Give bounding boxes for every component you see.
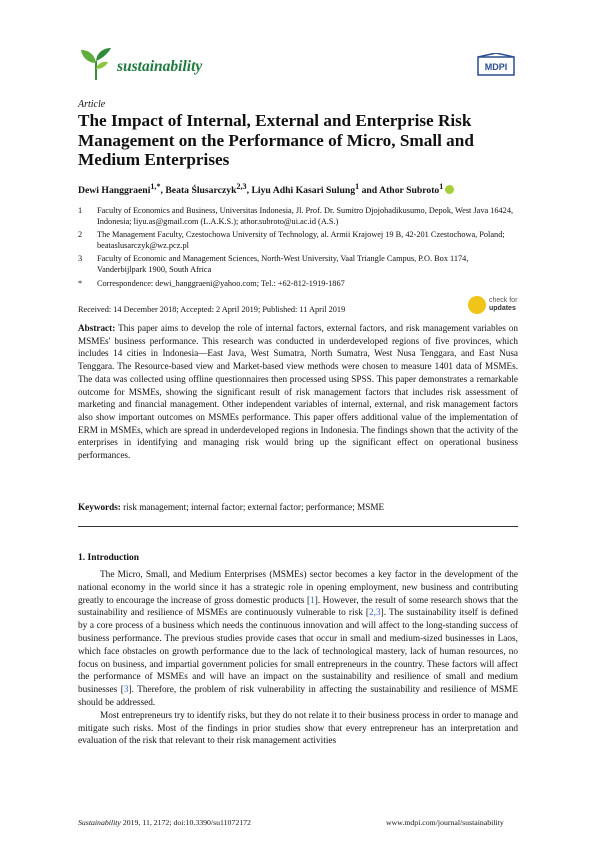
check-updates-label-bold: updates	[489, 305, 516, 312]
author-name[interactable]: Beata Ślusarczyk	[165, 185, 237, 197]
author-list: Dewi Hanggraeni$^{1,*}$, Beata Ślusarczyk$^{2,3}$, Liyu Adhi Kasari Sulung$^1$ and Athor Subroto$^1$	[78, 182, 528, 196]
author-name[interactable]: Dewi Hanggraeni	[78, 185, 151, 197]
abstract-text: This paper aims to develop the role of internal factors, external factors, and risk management variables on MSMEs' business performance. This research was conducted in underdeveloped regions of five provinces, which includes 14 cities in Indonesia—East Java, West Sumatra, North Sumatra, West Nusa Tenggara, and East Nusa Tenggara. The Resource-based view and Market-based view methods were chosen to measure 1401 data of MSMEs. The data was collected using offline questionnaires then processed using SPSS. This paper demonstrates a remarkable outcome for MSMEs, showing the significant result of risk management factors that includes risk assessment of marketing and financial management. Other independent variables of internal, external, and risk management factors also show important outcomes on MSMEs performance. This paper offers additional value of the implementation of ERM in MSMEs, which are spread in underdeveloped regions in Indonesia. The findings shown that the activity of the enterprises in identifying and managing risk would bring up the significant effect on operational business performances.	[78, 323, 518, 461]
citation-link[interactable]: 3	[123, 685, 129, 696]
author-affiliation-mark: 1	[439, 182, 444, 191]
author-affiliation-mark: 1	[355, 182, 360, 191]
paragraph-text: The Micro, Small, and Medium Enterprises (MSMEs) sector becomes a key factor in the development of the national economy in the world since it has a strategic role in opening employment, new business and contributing greatly to encourage the increase of gross domestic products [	[78, 570, 518, 606]
paragraph-text: Most entrepreneurs try to identify risks, but they do not relate it to their business process in order to manage and mitigate such risks. Most of the findings in prior studies show that every entrepreneur has an interpretation and evaluation of the risk that relevant to their risk management activities	[78, 710, 518, 747]
publication-dates: Received: 14 December 2018; Accepted: 2 April 2019; Published: 11 April 2019	[78, 305, 346, 314]
paragraph-text: ]. Therefore, the problem of risk vulnerability in affecting the sustainability and resilience of MSME should be addressed.	[78, 685, 518, 708]
paragraph-text: ]. The sustainability itself is defined by a core process of a business which needs the continuous innovation and will affect to the long-standing success of business performance. The previous studies provide cases that occur in small and medium-sized businesses in Laos, which face obstacles on growth performance due to the lack of technological mastery, lack of human resources, no focus on business, and impartial government policies for small entrepreneurs in the country. These factors will affect the performance of MSMEs and will have an impact on the sustainability and resilience of small and medium businesses [	[78, 608, 518, 696]
footer-url[interactable]: www.mdpi.com/journal/sustainability	[386, 818, 504, 827]
journal-name[interactable]: sustainability	[117, 58, 203, 75]
author-affiliation-mark: 2,3	[236, 182, 247, 191]
keywords-label: Keywords:	[78, 502, 121, 512]
author-affiliation-mark: 1,*	[150, 182, 161, 191]
affiliation-text: Faculty of Economic and Management Sciences, North-West University, Vaal Triangle Campus, P.O. Box 1174, Vanderbijlpark 1900, South Africa	[97, 254, 469, 275]
abstract	[78, 322, 518, 462]
footer-journal: Sustainability	[78, 818, 121, 827]
affiliation-text: The Management Faculty, Czestochowa University of Technology, al. Armii Krajowej 19 B, 42-201 Czestochowa, Poland; beataslusarczyk@wz.pcz.pl	[97, 230, 505, 251]
affiliation-number: *	[78, 279, 83, 288]
sprout-icon	[78, 47, 114, 81]
check-updates-icon	[468, 296, 486, 314]
citation-link[interactable]: 1	[310, 595, 315, 606]
citation-link[interactable]: 2,3	[369, 608, 381, 619]
author-name[interactable]: Liyu Adhi Kasari Sulung	[251, 185, 356, 197]
check-updates-label: check for	[489, 297, 518, 304]
keywords	[78, 502, 518, 512]
paragraph-text: ]. However, the result of some research shows that the sustainability and resilience of MSMEs are continuously vulnerable to risk [	[78, 595, 518, 619]
orcid-icon[interactable]	[445, 185, 454, 194]
body-text	[78, 569, 518, 748]
svg-text:MDPI: MDPI	[484, 62, 508, 72]
mdpi-logo-icon[interactable]	[474, 53, 518, 79]
affiliation-number: 3	[78, 254, 83, 263]
affiliation-number: 1	[78, 206, 83, 215]
affiliation-number: 2	[78, 230, 83, 239]
keywords-text: risk management; internal factor; external factor; performance; MSME	[123, 502, 385, 512]
footer-citation	[78, 818, 251, 827]
divider	[78, 526, 518, 527]
abstract-label: Abstract:	[78, 323, 116, 333]
correspondence-text: Correspondence: dewi_hanggraeni@yahoo.com; Tel.: +62-812-1919-1867	[97, 279, 345, 288]
paragraph	[78, 710, 518, 748]
affiliation-text: Faculty of Economics and Business, Universitas Indonesia, Jl. Prof. Dr. Sumitro Djojohadikusumo, Depok, West Java 16424, Indonesia; liyu.as@gmail.com (L.A.K.S.); athor.subroto@ui.ac.id (A.S.)	[97, 206, 514, 227]
footer-doi: 2019, 11, 2172; doi:10.3390/su11072172	[120, 818, 251, 827]
section-heading: 1. Introduction	[78, 553, 140, 563]
article-type: Article	[78, 99, 106, 110]
check-for-updates-button[interactable]	[468, 296, 528, 318]
author-name[interactable]: Athor Subroto	[379, 185, 440, 197]
paragraph	[78, 569, 518, 710]
paper-title: The Impact of Internal, External and Enterprise Risk Management on the Performance of Micro, Small and Medium Enterprises	[78, 111, 474, 169]
